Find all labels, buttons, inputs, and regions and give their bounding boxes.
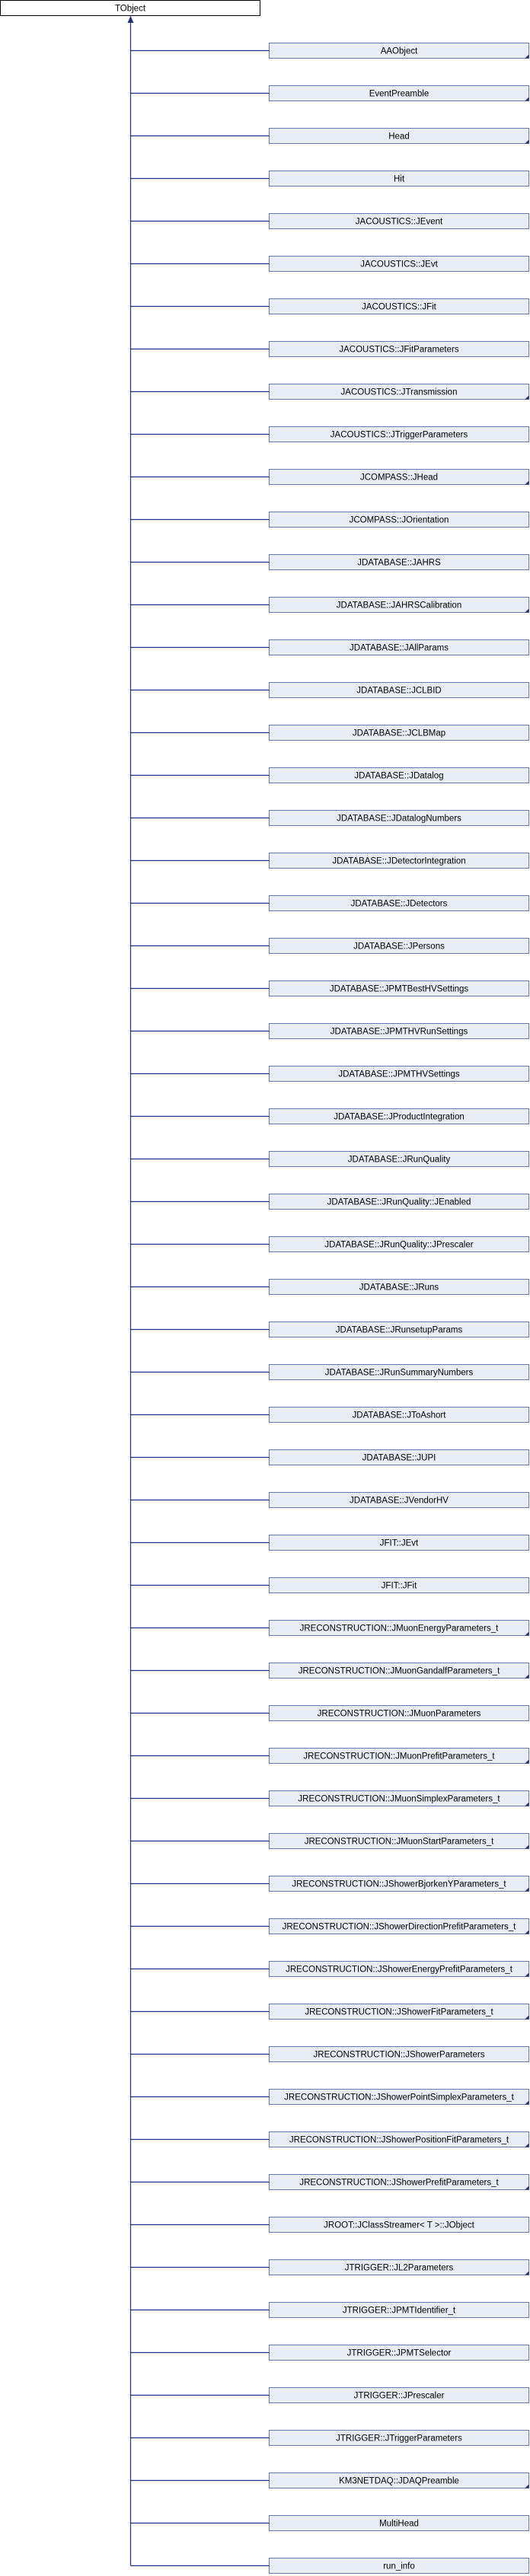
class-node-label: Head [388,132,410,142]
class-node[interactable] [270,853,529,869]
class-node[interactable] [270,1024,529,1039]
class-node-label: JACOUSTICS::JEvt [360,260,438,269]
class-node-label: JCOMPASS::JOrientation [349,515,449,525]
class-node[interactable] [270,2090,529,2105]
class-node-label: JRECONSTRUCTION::JShowerDirectionPrefitParameters_t [282,1922,516,1932]
root-node[interactable] [1,1,260,16]
class-node-label: JRECONSTRUCTION::JMuonSimplexParameters_t [298,1794,500,1804]
class-node[interactable] [270,555,529,570]
class-node-label: JRECONSTRUCTION::JShowerEnergyPrefitParameters_t [286,1965,512,1975]
class-node[interactable] [270,2558,529,2574]
class-node-label: Hit [393,174,405,184]
class-node-label: JACOUSTICS::JFitParameters [339,345,459,355]
class-node[interactable] [270,1237,529,1252]
class-node-label: MultiHead [379,2519,419,2529]
class-node-label: JDATABASE::JToAshort [352,1411,446,1420]
class-node-label: AAObject [380,46,418,56]
child-nodes-layer [270,43,529,2574]
class-node-label: JDATABASE::JDetectorIntegration [332,856,466,866]
class-node-label: JDATABASE::JDetectors [350,899,448,909]
root-node-label: TObject [114,4,146,14]
class-node[interactable] [270,1876,529,1892]
class-node-label: JRECONSTRUCTION::JShowerBjorkenYParameters_t [292,1879,506,1889]
class-node-label: JFIT::JEvt [379,1538,419,1548]
class-node[interactable] [270,2473,529,2488]
class-node[interactable] [270,1962,529,1977]
inheritance-arrowhead [128,16,134,23]
class-node-label: JDATABASE::JRunQuality::JPrescaler [324,1240,474,1250]
class-node-label: JRECONSTRUCTION::JShowerFitParameters_t [305,2007,493,2017]
class-node-label: JTRIGGER::JPrescaler [353,2391,445,2401]
class-node[interactable] [270,1408,529,1423]
class-node-label: JDATABASE::JPersons [353,942,445,952]
class-node[interactable] [270,1280,529,1295]
class-node[interactable] [270,725,529,741]
class-node[interactable] [270,384,529,400]
class-node-label: JDATABASE::JAHRS [357,558,441,568]
class-node-label: JFIT::JFit [381,1581,417,1591]
class-node[interactable] [270,1621,529,1636]
class-node-label: JDATABASE::JProductIntegration [334,1112,465,1122]
class-node-label: JDATABASE::JCLBID [356,686,442,696]
class-node[interactable] [270,1791,529,1806]
class-node[interactable] [270,1493,529,1508]
class-node-label: JTRIGGER::JL2Parameters [344,2263,454,2273]
class-node[interactable] [270,86,529,101]
class-node[interactable] [270,1749,529,1764]
class-node-label: JACOUSTICS::JTriggerParameters [330,430,468,440]
class-node[interactable] [270,43,529,59]
class-node-label: JDATABASE::JRunsetupParams [335,1325,463,1335]
class-node[interactable] [270,1066,529,1082]
class-node-label: JDATABASE::JRunQuality::JEnabled [327,1197,471,1207]
class-node[interactable] [270,2516,529,2531]
class-node[interactable] [270,2260,529,2275]
class-node[interactable] [270,1109,529,1124]
edges-layer [128,16,270,2566]
class-node[interactable] [270,427,529,442]
class-node[interactable] [270,981,529,996]
class-node-label: JRECONSTRUCTION::JMuonParameters [317,1709,481,1719]
class-node[interactable] [270,2431,529,2446]
class-node-label: JDATABASE::JDatalogNumbers [337,814,461,824]
class-node-label: JDATABASE::JDatalog [354,771,444,781]
class-node-label: JTRIGGER::JPMTIdentifier_t [342,2306,456,2316]
class-node[interactable] [270,768,529,783]
class-node[interactable] [270,2047,529,2062]
class-node-label: run_info [383,2562,415,2571]
class-node-label: JRECONSTRUCTION::JMuonEnergyParameters_t [299,1624,499,1634]
class-node-label: JRECONSTRUCTION::JShowerPositionFitParameters_t [289,2135,509,2145]
class-node[interactable] [270,1834,529,1849]
class-node-label: JDATABASE::JRunQuality [347,1155,451,1165]
class-node[interactable] [270,171,529,187]
class-node[interactable] [270,598,529,613]
class-node-label: JRECONSTRUCTION::JShowerPrefitParameters_t [299,2178,499,2188]
class-node[interactable] [270,1535,529,1551]
class-node[interactable] [270,2175,529,2190]
class-node[interactable] [270,2132,529,2147]
class-node[interactable] [270,1365,529,1380]
class-node[interactable] [270,2345,529,2361]
class-node[interactable] [270,257,529,272]
class-node-label: JRECONSTRUCTION::JShowerParameters [313,2050,485,2060]
class-node-label: JRECONSTRUCTION::JMuonStartParameters_t [304,1837,494,1847]
class-node-label: JRECONSTRUCTION::JShowerPointSimplexParameters_t [284,2093,514,2103]
class-node-label: JDATABASE::JPMTHVSettings [338,1070,460,1079]
class-node-label: JDATABASE::JVendorHV [350,1496,449,1506]
class-node-label: JCOMPASS::JHead [359,473,439,483]
class-node[interactable] [270,1152,529,1167]
class-node-label: JDATABASE::JAllParams [350,643,449,653]
class-node[interactable] [270,1919,529,1934]
class-node[interactable] [270,342,529,357]
class-node[interactable] [270,2303,529,2318]
class-node-label: JDATABASE::JUPI [362,1453,436,1463]
class-node-label: JTRIGGER::JTriggerParameters [336,2434,462,2444]
class-node-label: KM3NETDAQ::JDAQPreamble [339,2476,459,2486]
class-node[interactable] [270,896,529,911]
class-node-label: JDATABASE::JPMTBestHVSettings [329,984,469,994]
class-node[interactable] [270,939,529,954]
class-node[interactable] [270,512,529,528]
class-node[interactable] [270,1706,529,1721]
class-node[interactable] [270,2388,529,2403]
class-node-label: JDATABASE::JRunSummaryNumbers [324,1368,474,1378]
class-node[interactable] [270,640,529,655]
class-node-label: EventPreamble [369,89,429,99]
class-node[interactable] [270,1450,529,1465]
class-node-label: JDATABASE::JCLBMap [352,728,446,738]
class-node-label: JROOT::JClassStreamer< T >::JObject [324,2221,474,2230]
class-node-label: JDATABASE::JRuns [359,1283,439,1293]
class-node[interactable] [270,470,529,485]
class-node[interactable] [270,129,529,144]
class-node-label: JRECONSTRUCTION::JMuonPrefitParameters_t [303,1752,495,1761]
class-node-label: JTRIGGER::JPMTSelector [346,2348,452,2358]
class-node-label: JACOUSTICS::JTransmission [340,387,458,397]
class-node[interactable] [270,299,529,314]
class-node-label: JRECONSTRUCTION::JMuonGandalfParameters_t [298,1666,500,1676]
class-node[interactable] [270,1194,529,1210]
class-node[interactable] [270,1578,529,1593]
class-node[interactable] [270,214,529,229]
class-node-label: JDATABASE::JPMTHVRunSettings [330,1027,468,1037]
class-node[interactable] [270,1663,529,1679]
class-node-label: JACOUSTICS::JFit [362,302,436,312]
class-node[interactable] [270,683,529,698]
class-node-label: JACOUSTICS::JEvent [355,217,443,227]
class-node[interactable] [270,2217,529,2233]
class-node[interactable] [270,1322,529,1337]
class-node-label: JDATABASE::JAHRSCalibration [336,601,462,611]
class-node[interactable] [270,2004,529,2020]
class-node[interactable] [270,811,529,826]
